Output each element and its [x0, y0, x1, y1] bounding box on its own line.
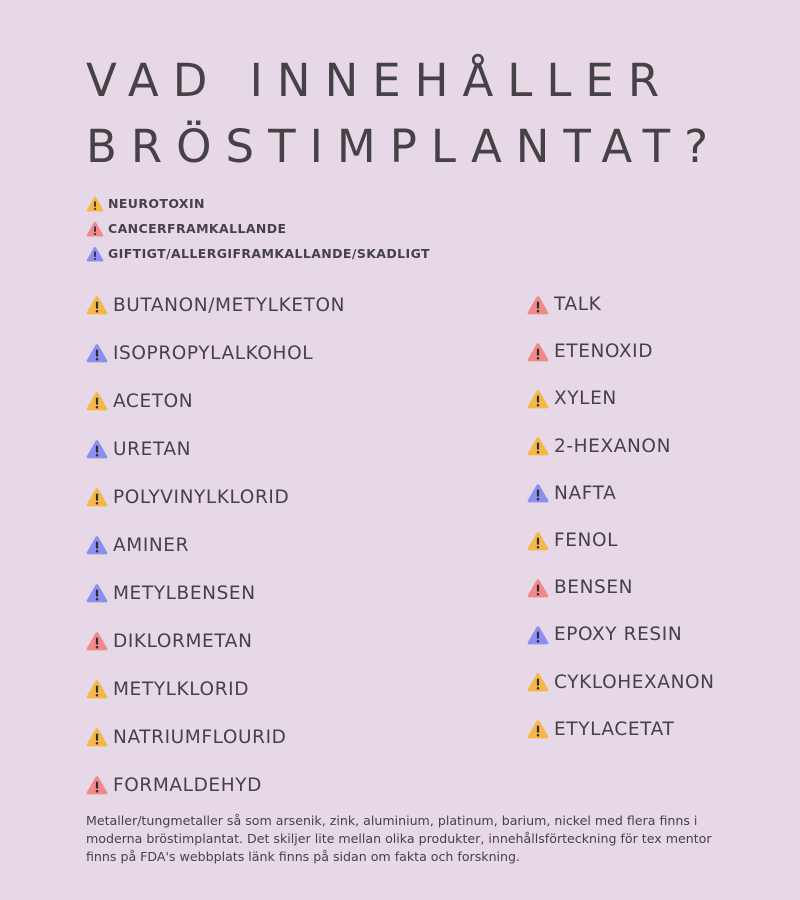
substance-item: [527, 517, 715, 564]
substance-item: [86, 713, 345, 761]
substance-label: ETENOXID: [554, 341, 654, 363]
substance-item: [86, 425, 345, 473]
warning-icon: [86, 196, 104, 212]
warning-icon: [86, 583, 108, 603]
substance-label: ETYLACETAT: [554, 718, 675, 740]
warning-icon: [86, 391, 108, 411]
warning-icon: [527, 531, 549, 551]
substance-item: [527, 328, 715, 375]
warning-icon: [527, 625, 549, 645]
substance-item: [527, 470, 715, 517]
warning-icon: [527, 578, 549, 598]
substance-item: [527, 659, 715, 706]
legend: [86, 191, 430, 266]
substance-label: XYLEN: [554, 388, 617, 410]
warning-icon: [86, 535, 108, 555]
substance-item: [86, 521, 345, 569]
warning-icon: [86, 343, 108, 363]
substance-item: [527, 564, 715, 611]
substance-item: [86, 281, 345, 329]
substance-item: [86, 377, 345, 425]
warning-icon: [527, 436, 549, 456]
substance-item: [527, 611, 715, 658]
substance-item: [86, 617, 345, 665]
legend-label: NEUROTOXIN: [108, 196, 205, 211]
footnote: Metaller/tungmetaller så som arsenik, zink, aluminium, platinum, barium, nickel med flera finns i moderna bröstimplantat. Det skiljer lite mellan olika produkter, innehållsförteckning för tex mentor finns på FDA's webbplats länk finns på sidan om fakta och forskning.: [86, 813, 712, 864]
legend-label: GIFTIGT/ALLERGIFRAMKALLANDE/SKADLIGT: [108, 246, 430, 261]
legend-item-cancer: [86, 216, 430, 241]
page-title: [86, 48, 722, 180]
substance-item: [86, 329, 345, 377]
legend-label: CANCERFRAMKALLANDE: [108, 221, 287, 236]
substance-label: CYKLOHEXANON: [554, 671, 715, 693]
warning-icon: [86, 439, 108, 459]
warning-icon: [86, 487, 108, 507]
warning-icon: [86, 221, 104, 237]
substance-label: METYLBENSEN: [113, 582, 256, 604]
substance-label: 2-HEXANON: [554, 435, 672, 457]
substance-label: FENOL: [554, 530, 619, 552]
substance-label: BUTANON/METYLKETON: [113, 294, 346, 316]
warning-icon: [527, 342, 549, 362]
substance-item: [86, 761, 345, 809]
substance-label: AMINER: [113, 534, 190, 556]
substance-item: [527, 423, 715, 470]
substance-label: TALK: [554, 294, 602, 316]
warning-icon: [527, 295, 549, 315]
substance-label: EPOXY RESIN: [554, 624, 683, 646]
substance-list-left: [86, 281, 345, 809]
substance-item: [86, 665, 345, 713]
warning-icon: [86, 775, 108, 795]
substance-label: BENSEN: [554, 577, 634, 599]
substance-label: POLYVINYLKLORID: [113, 486, 290, 508]
substance-label: URETAN: [113, 438, 192, 460]
substance-label: DIKLORMETAN: [113, 630, 253, 652]
substance-label: ISOPROPYLALKOHOL: [113, 342, 314, 364]
substance-list-right: [527, 281, 715, 753]
warning-icon: [86, 631, 108, 651]
substance-label: ACETON: [113, 390, 194, 412]
substance-item: [527, 375, 715, 422]
legend-item-neurotoxin: [86, 191, 430, 216]
legend-item-toxic: [86, 241, 430, 266]
warning-icon: [527, 672, 549, 692]
warning-icon: [527, 719, 549, 739]
warning-icon: [527, 389, 549, 409]
warning-icon: [86, 679, 108, 699]
substance-item: [527, 706, 715, 753]
substance-item: [527, 281, 715, 328]
warning-icon: [86, 246, 104, 262]
substance-item: [86, 569, 345, 617]
title-line-2: BRÖSTIMPLANTAT?: [86, 120, 723, 173]
warning-icon: [86, 295, 108, 315]
substance-label: NAFTA: [554, 482, 617, 504]
substance-label: NATRIUMFLOURID: [113, 726, 287, 748]
title-line-1: VAD INNEHÅLLER: [86, 54, 674, 107]
warning-icon: [527, 483, 549, 503]
warning-icon: [86, 727, 108, 747]
substance-label: METYLKLORID: [113, 678, 250, 700]
substance-item: [86, 473, 345, 521]
substance-label: FORMALDEHYD: [113, 774, 262, 796]
